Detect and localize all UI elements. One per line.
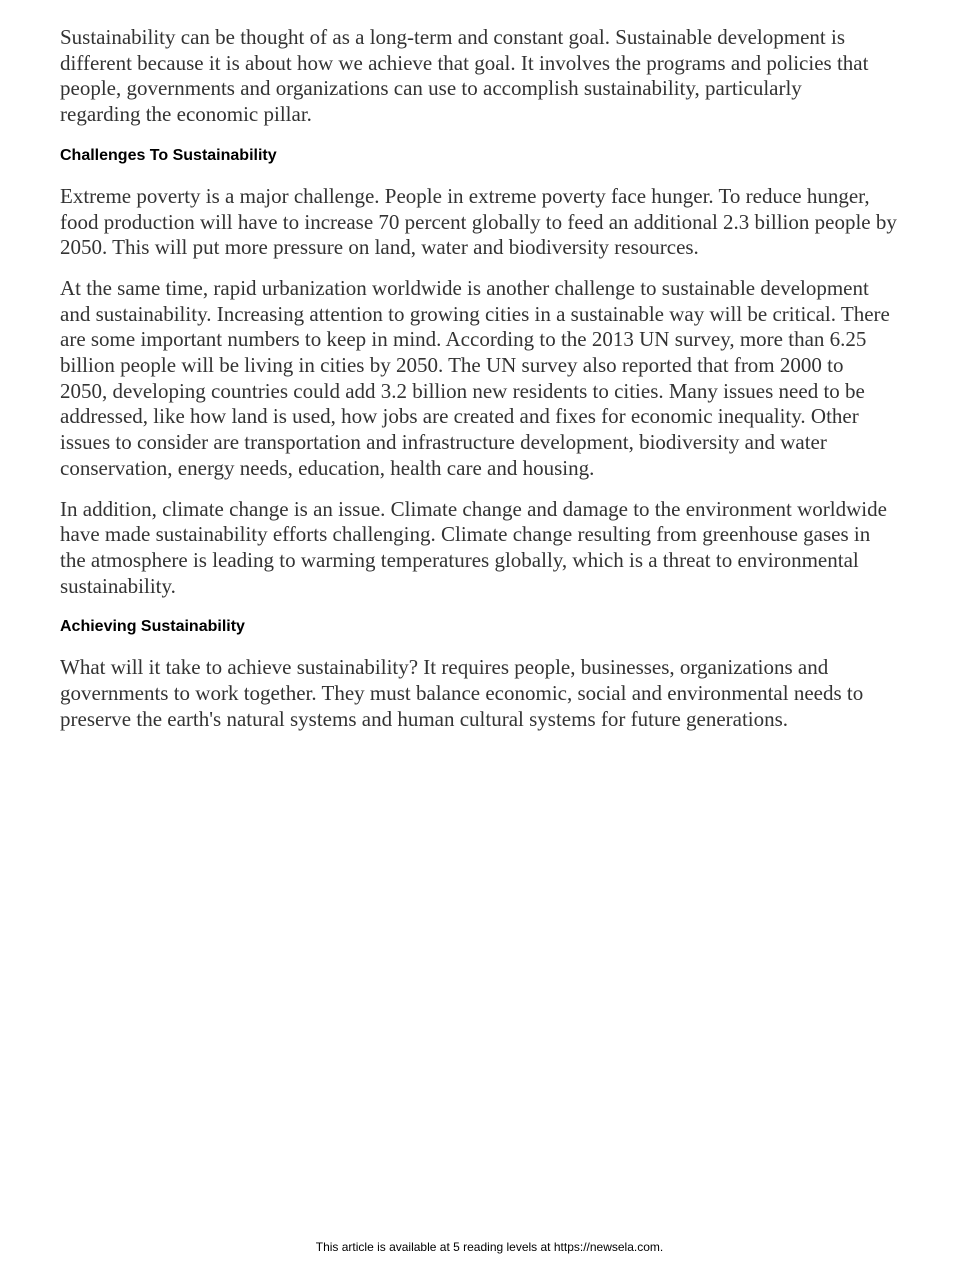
text-line: regarding the economic pillar. [60,102,312,127]
text-line: have made sustainability efforts challenging. Climate change resulting from greenhouse gases in [60,522,871,547]
text-line: and sustainability. Increasing attention to growing cities in a sustainable way will be critical. There [60,301,890,326]
section-heading: Challenges To Sustainability [60,146,277,164]
text-line: food production will have to increase 70 percent globally to feed an additional 2.3 billion people by [60,209,897,234]
text-line: conservation, energy needs, education, health care and housing. [60,455,595,480]
footer-note: This article is available at 5 reading levels at https://newsela.com. [315,1240,664,1254]
text-line: addressed, like how land is used, how jobs are created and fixes for economic inequality. Other [60,404,859,429]
paragraph [60,184,940,261]
text-line: Extreme poverty is a major challenge. People in extreme poverty face hunger. To reduce hunger, [60,183,870,208]
paragraph [60,655,940,732]
text-line: people, governments and organizations can use to accomplish sustainability, particularly [60,76,802,101]
paragraph [60,497,940,600]
text-line: preserve the earth's natural systems and human cultural systems for future generations. [60,706,789,731]
text-line: Sustainability can be thought of as a long-term and constant goal. Sustainable development is [60,25,845,49]
text-line: sustainability. [60,573,176,598]
text-line: are some important numbers to keep in mind. According to the 2013 UN survey, more than 6.25 [60,327,867,352]
paragraph [60,276,940,482]
text-line: What will it take to achieve sustainability? It requires people, businesses, organizations and [60,655,829,680]
paragraph [60,25,940,128]
text-line: 2050. This will put more pressure on land, water and biodiversity resources. [60,235,699,260]
section-heading: Achieving Sustainability [60,618,245,636]
article-body [60,25,940,747]
text-line: In addition, climate change is an issue. Climate change and damage to the environment worldwide [60,496,887,521]
text-line: issues to consider are transportation and infrastructure development, biodiversity and water [60,430,827,455]
text-line: At the same time, rapid urbanization worldwide is another challenge to sustainable development [60,275,869,300]
text-line: billion people will be living in cities by 2050. The UN survey also reported that from 2000 to [60,353,844,378]
text-line: the atmosphere is leading to warming temperatures globally, which is a threat to environmental [60,547,859,572]
text-line: different because it is about how we achieve that goal. It involves the programs and policies that [60,50,869,75]
text-line: governments to work together. They must balance economic, social and environmental needs to [60,681,864,706]
text-line: 2050, developing countries could add 3.2 billion new residents to cities. Many issues need to be [60,378,865,403]
